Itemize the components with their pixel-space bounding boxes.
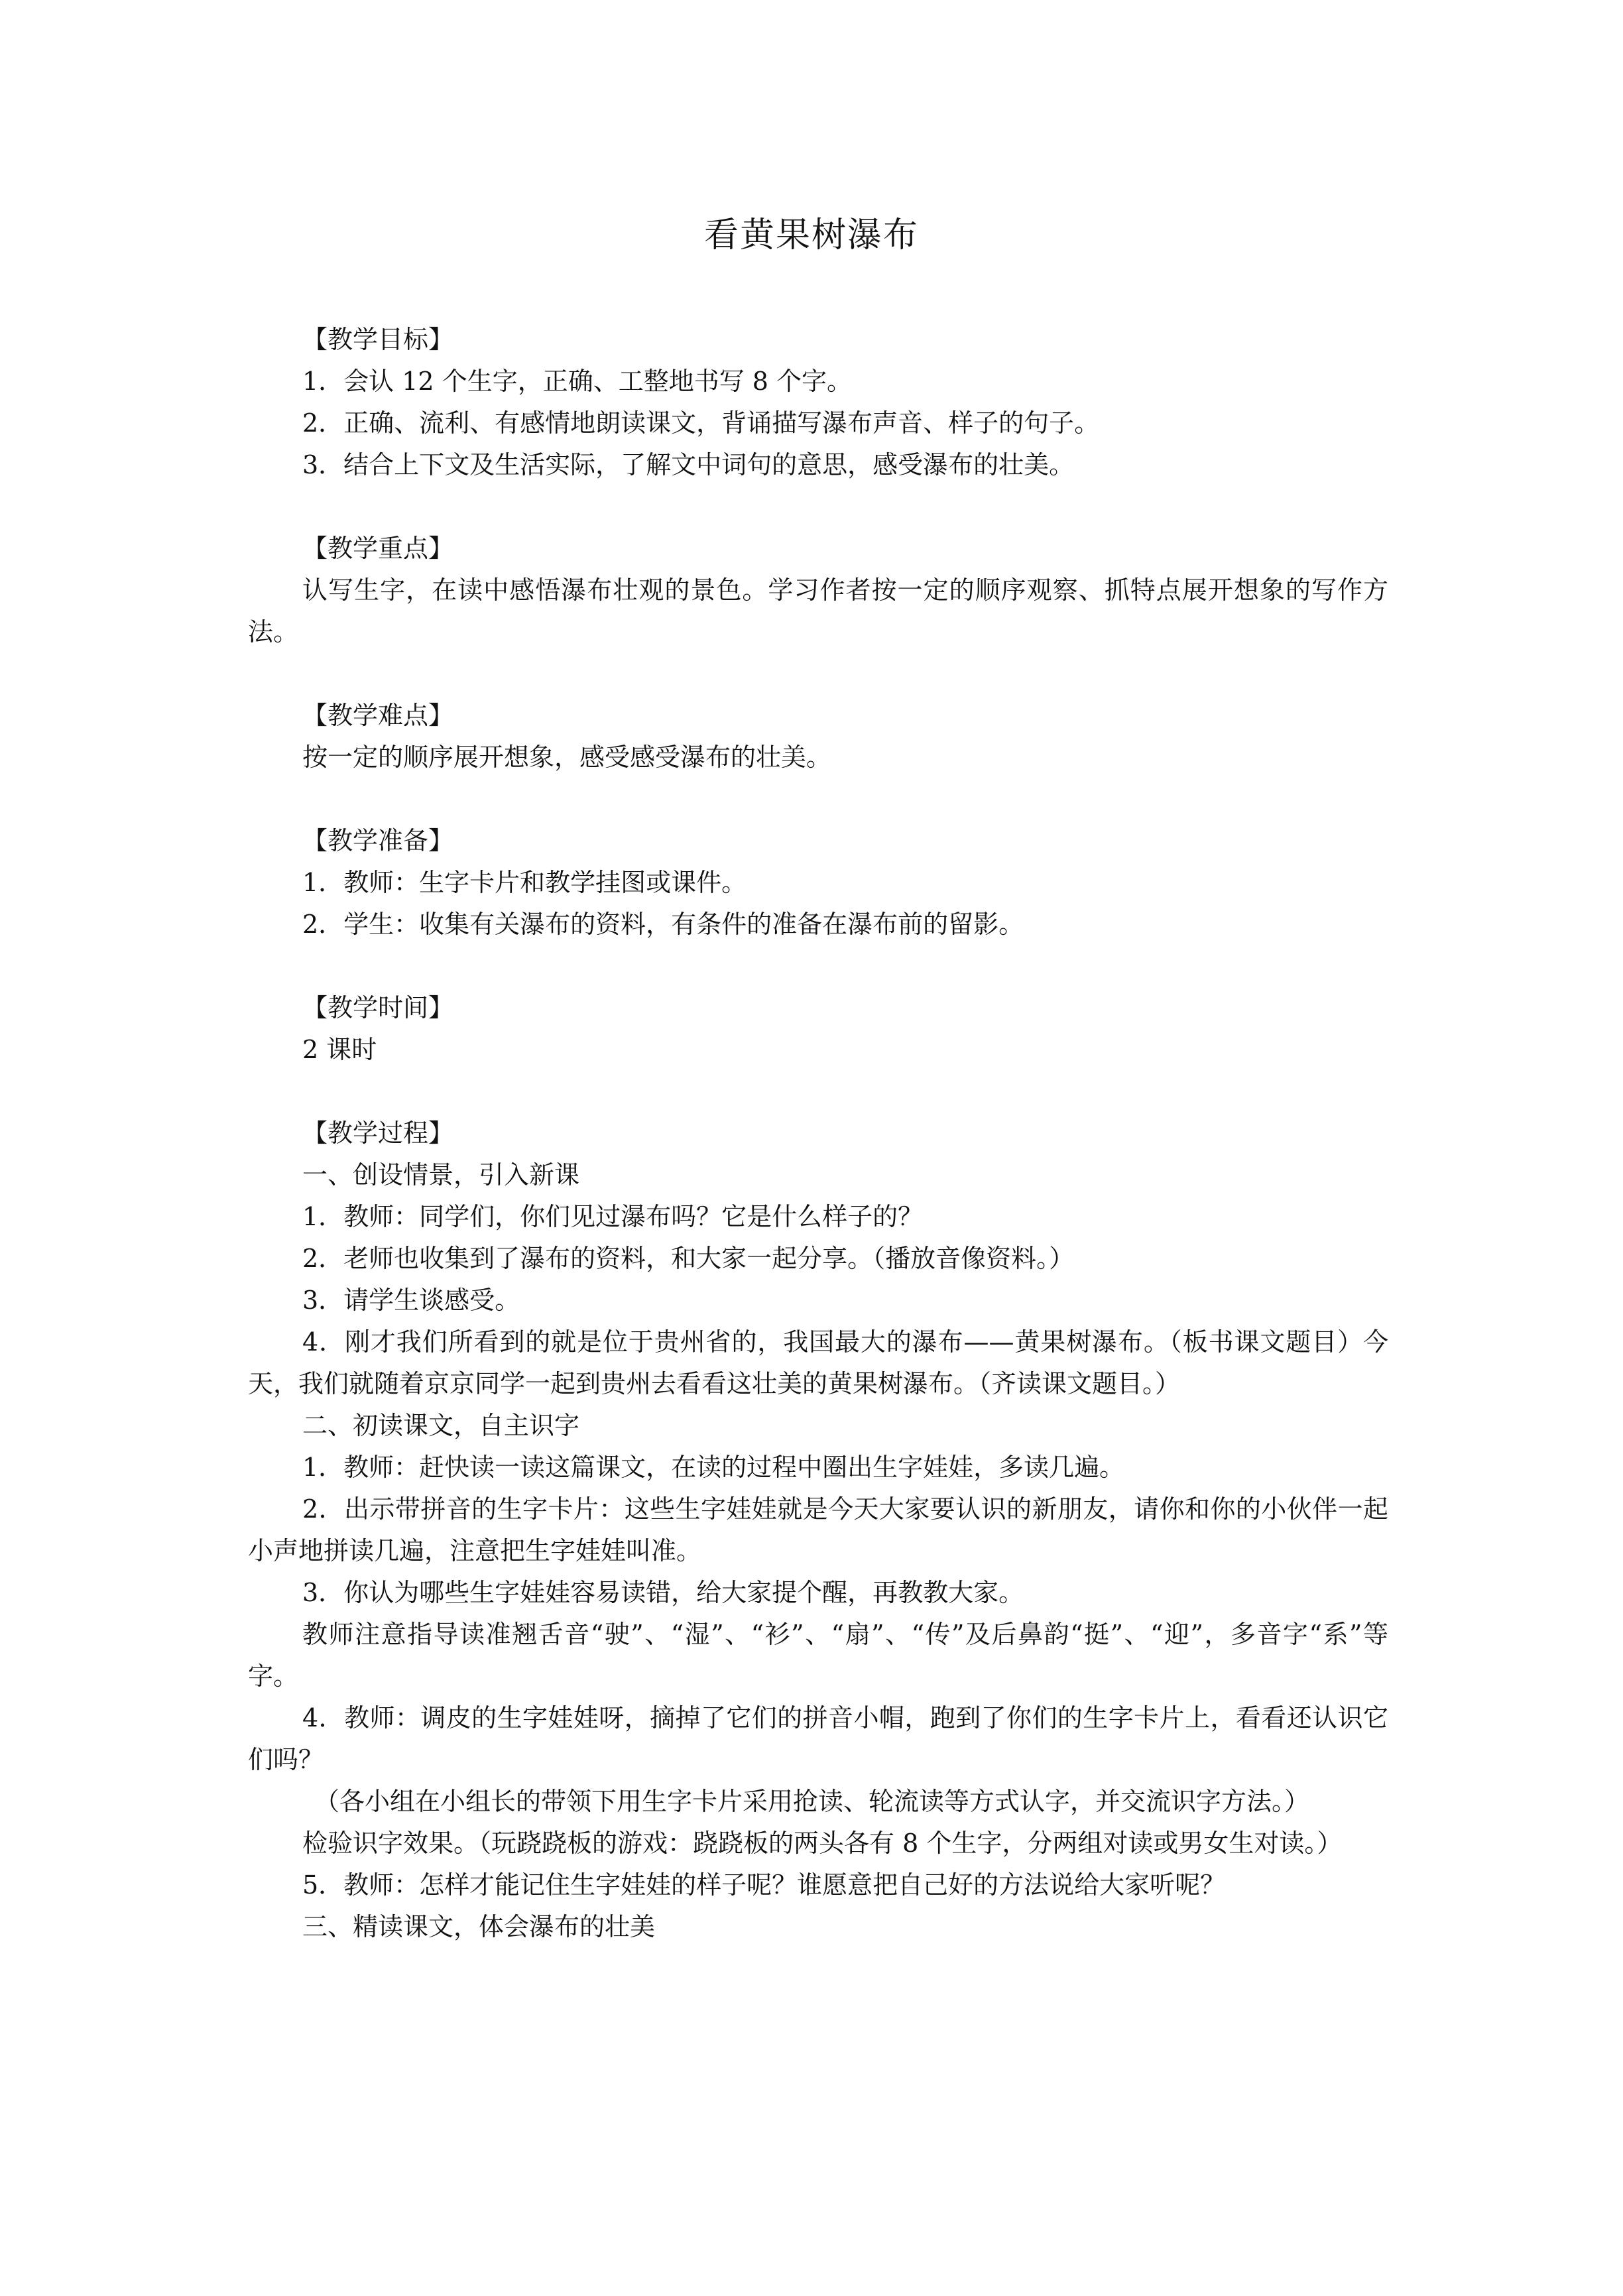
part2-item: 4．教师：调皮的生字娃娃呀，摘掉了它们的拼音小帽，跑到了你们的生字卡片上，看看还认识它们吗？	[248, 1703, 1388, 1774]
part2-item: 2．出示带拼音的生字卡片：这些生字娃娃就是今天大家要认识的新朋友，请你和你的小伙伴一起小声地拼读几遍，注意把生字娃娃叫准。	[248, 1494, 1388, 1565]
difficulties-text: 按一定的顺序展开想象，感受感受瀑布的壮美。	[302, 743, 832, 772]
part2-item: 3．你认为哪些生字娃娃容易读错，给大家提个醒，再教教大家。	[302, 1578, 1024, 1607]
goal-item: 1．会认 12 个生字，正确、工整地书写 8 个字。	[302, 367, 853, 396]
part3-title: 三、精读课文，体会瀑布的壮美	[302, 1912, 656, 1941]
part2-item: （各小组在小组长的带领下用生字卡片采用抢读、轮流读等方式认字，并交流识字方法。）	[314, 1787, 1310, 1816]
part1-item: 3．请学生谈感受。	[302, 1286, 520, 1315]
key-points-heading: 【教学重点】	[302, 534, 454, 563]
part1-item: 4．刚才我们所看到的就是位于贵州省的，我国最大的瀑布——黄果树瀑布。（板书课文题目）今天，我们就随着京京同学一起到贵州去看看这壮美的黄果树瀑布。（齐读课文题目。）	[248, 1327, 1388, 1398]
part2-item: 检验识字效果。（玩跷跷板的游戏：跷跷板的两头各有 8 个生字，分两组对读或男女生对读。）	[302, 1829, 1343, 1858]
key-points-text: 认写生字，在读中感悟瀑布壮观的景色。学习作者按一定的顺序观察、抓特点展开想象的写作方法。	[248, 575, 1388, 646]
preparation-heading: 【教学准备】	[302, 826, 454, 855]
goals-heading: 【教学目标】	[302, 325, 454, 354]
goal-item: 3．结合上下文及生活实际，了解文中词句的意思，感受瀑布的壮美。	[302, 450, 1075, 479]
part1-item: 2．老师也收集到了瀑布的资料，和大家一起分享。（播放音像资料。）	[302, 1244, 1075, 1273]
part2-title: 二、初读课文，自主识字	[302, 1411, 580, 1440]
part1-title: 一、创设情景，引入新课	[302, 1160, 580, 1189]
page-title: 看黄果树瀑布	[703, 215, 919, 255]
time-heading: 【教学时间】	[302, 993, 454, 1022]
time-text: 2 课时	[302, 1035, 377, 1064]
part1-item: 1．教师：同学们，你们见过瀑布吗？它是什么样子的？	[302, 1202, 924, 1231]
preparation-item: 2．学生：收集有关瀑布的资料，有条件的准备在瀑布前的留影。	[302, 910, 1024, 939]
part2-item: 教师注意指导读准翘舌音“驶”、“湿”、“衫”、“扇”、“传”及后鼻韵“挺”、“迎”，多音字“系”等字。	[248, 1620, 1388, 1691]
preparation-item: 1．教师：生字卡片和教学挂图或课件。	[302, 868, 747, 897]
document-body	[248, 319, 1388, 1948]
part2-item: 1．教师：赶快读一读这篇课文，在读的过程中圈出生字娃娃，多读几遍。	[302, 1453, 1125, 1482]
process-heading: 【教学过程】	[302, 1118, 454, 1148]
goal-item: 2．正确、流利、有感情地朗读课文，背诵描写瀑布声音、样子的句子。	[302, 408, 1100, 438]
difficulties-heading: 【教学难点】	[302, 701, 454, 730]
part2-item: 5．教师：怎样才能记住生字娃娃的样子呢？谁愿意把自己好的方法说给大家听呢？	[302, 1870, 1226, 1900]
